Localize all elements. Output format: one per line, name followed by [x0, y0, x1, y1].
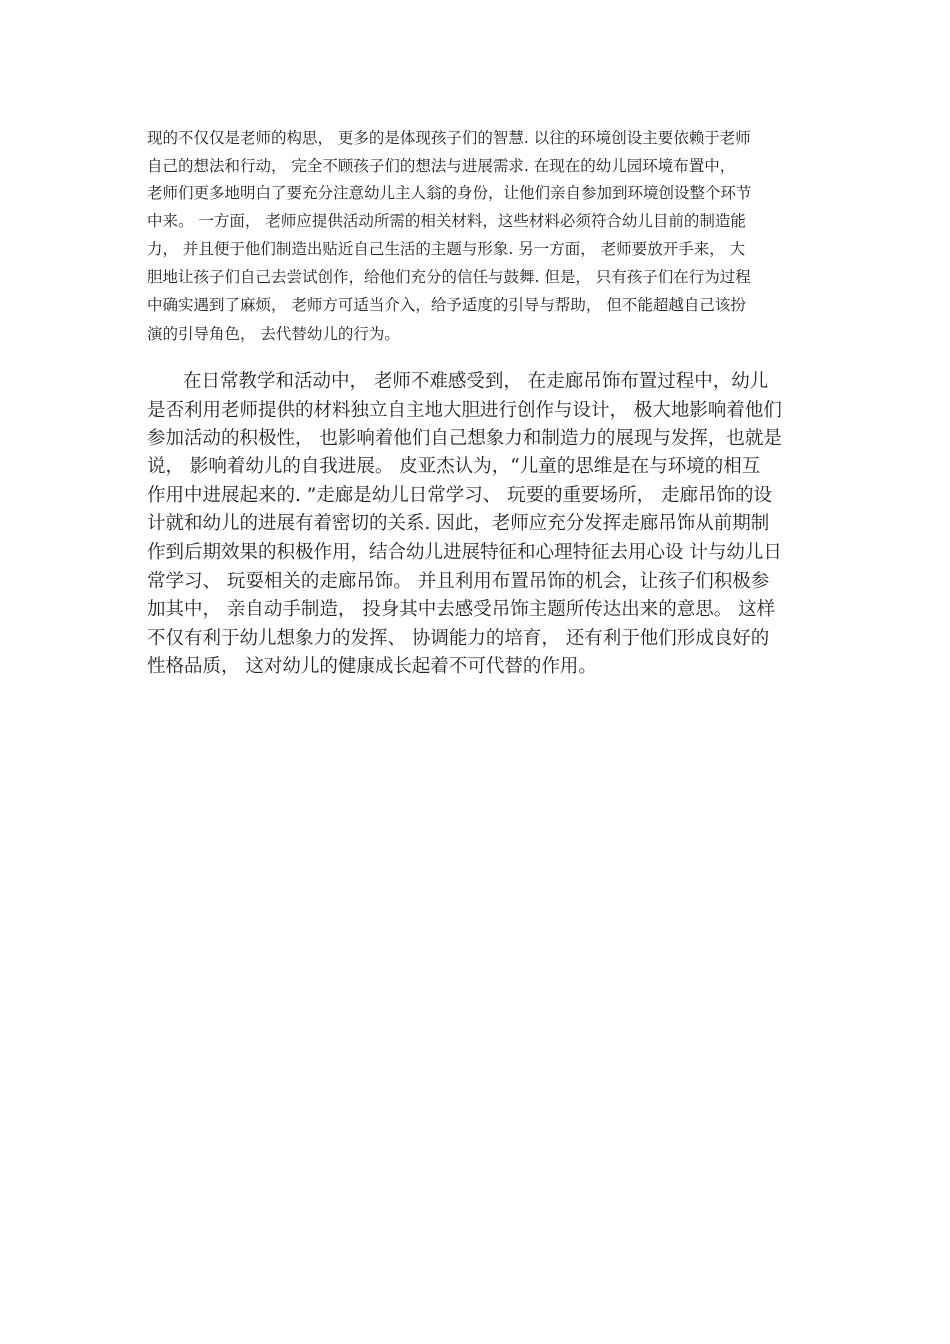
paragraph-2-line: 作到后期效果的积极作用，结合幼儿进展特征和心理特征去用心设 计与幼儿日 — [147, 542, 782, 563]
paragraph-2-line: 性格品质， 这对幼儿的健康成长起着不可代替的作用。 — [147, 656, 597, 677]
paragraph-1-line: 老师们更多地明白了要充分注意幼儿主人翁的身份，让他们亲自参加到环境创设整个环节 — [147, 184, 752, 202]
paragraph-1-line: 胆地让孩子们自己去尝试创作，给他们充分的信任与鼓舞. 但是， 只有孩子们在行为过程 — [147, 268, 751, 286]
paragraph-1-line: 中确实遇到了麻烦， 老师方可适当介入，给予适度的引导与帮助， 但不能超越自己该扮 — [147, 296, 746, 314]
paragraph-2-line: 说， 影响着幼儿的自我进展。 皮亚杰认为，“儿童的思维是在与环境的相互 — [147, 456, 761, 477]
paragraph-1-line: 现的不仅仅是老师的构思， 更多的是体现孩子们的智慧. 以往的环境创设主要依赖于老师 — [147, 129, 751, 147]
paragraph-1-line: 中来。 一方面， 老师应提供活动所需的相关材料，这些材料必须符合幼儿目前的制造能 — [147, 212, 746, 230]
paragraph-2-line: 计就和幼儿的进展有着密切的关系. 因此，老师应充分发挥走廊吊饰从前期制 — [147, 513, 770, 534]
paragraph-1-line: 演的引导角色， 去代替幼儿的行为。 — [147, 325, 400, 343]
paragraph-1-line: 自己的想法和行动， 完全不顾孩子们的想法与进展需求. 在现在的幼儿园环境布置中， — [147, 157, 736, 175]
paragraph-2-line: 加其中， 亲自动手制造， 投身其中去感受吊饰主题所传达出来的意思。 这样 — [147, 599, 776, 620]
paragraph-2-line: 在日常教学和活动中， 老师不难感受到， 在走廊吊饰布置过程中，幼儿 — [183, 371, 769, 392]
paragraph-1-line: 力， 并且便于他们制造出贴近自己生活的主题与形象. 另一方面， 老师要放开手来， 大 — [147, 240, 746, 258]
paragraph-2-line: 参加活动的积极性， 也影响着他们自己想象力和制造力的展现与发挥，也就是 — [147, 428, 782, 449]
paragraph-2-line: 不仅有利于幼儿想象力的发挥、 协调能力的培育， 还有利于他们形成良好的 — [147, 628, 770, 649]
paragraph-2-line: 作用中进展起来的. ”走廊是幼儿日常学习、 玩要的重要场所， 走廊吊饰的设 — [147, 485, 772, 506]
paragraph-2-line: 常学习、 玩耍相关的走廊吊饰。 并且利用布置吊饰的机会，让孩子们积极参 — [147, 571, 770, 592]
paragraph-2-line: 是否利用老师提供的材料独立自主地大胆进行创作与设计， 极大地影响着他们 — [147, 400, 782, 421]
